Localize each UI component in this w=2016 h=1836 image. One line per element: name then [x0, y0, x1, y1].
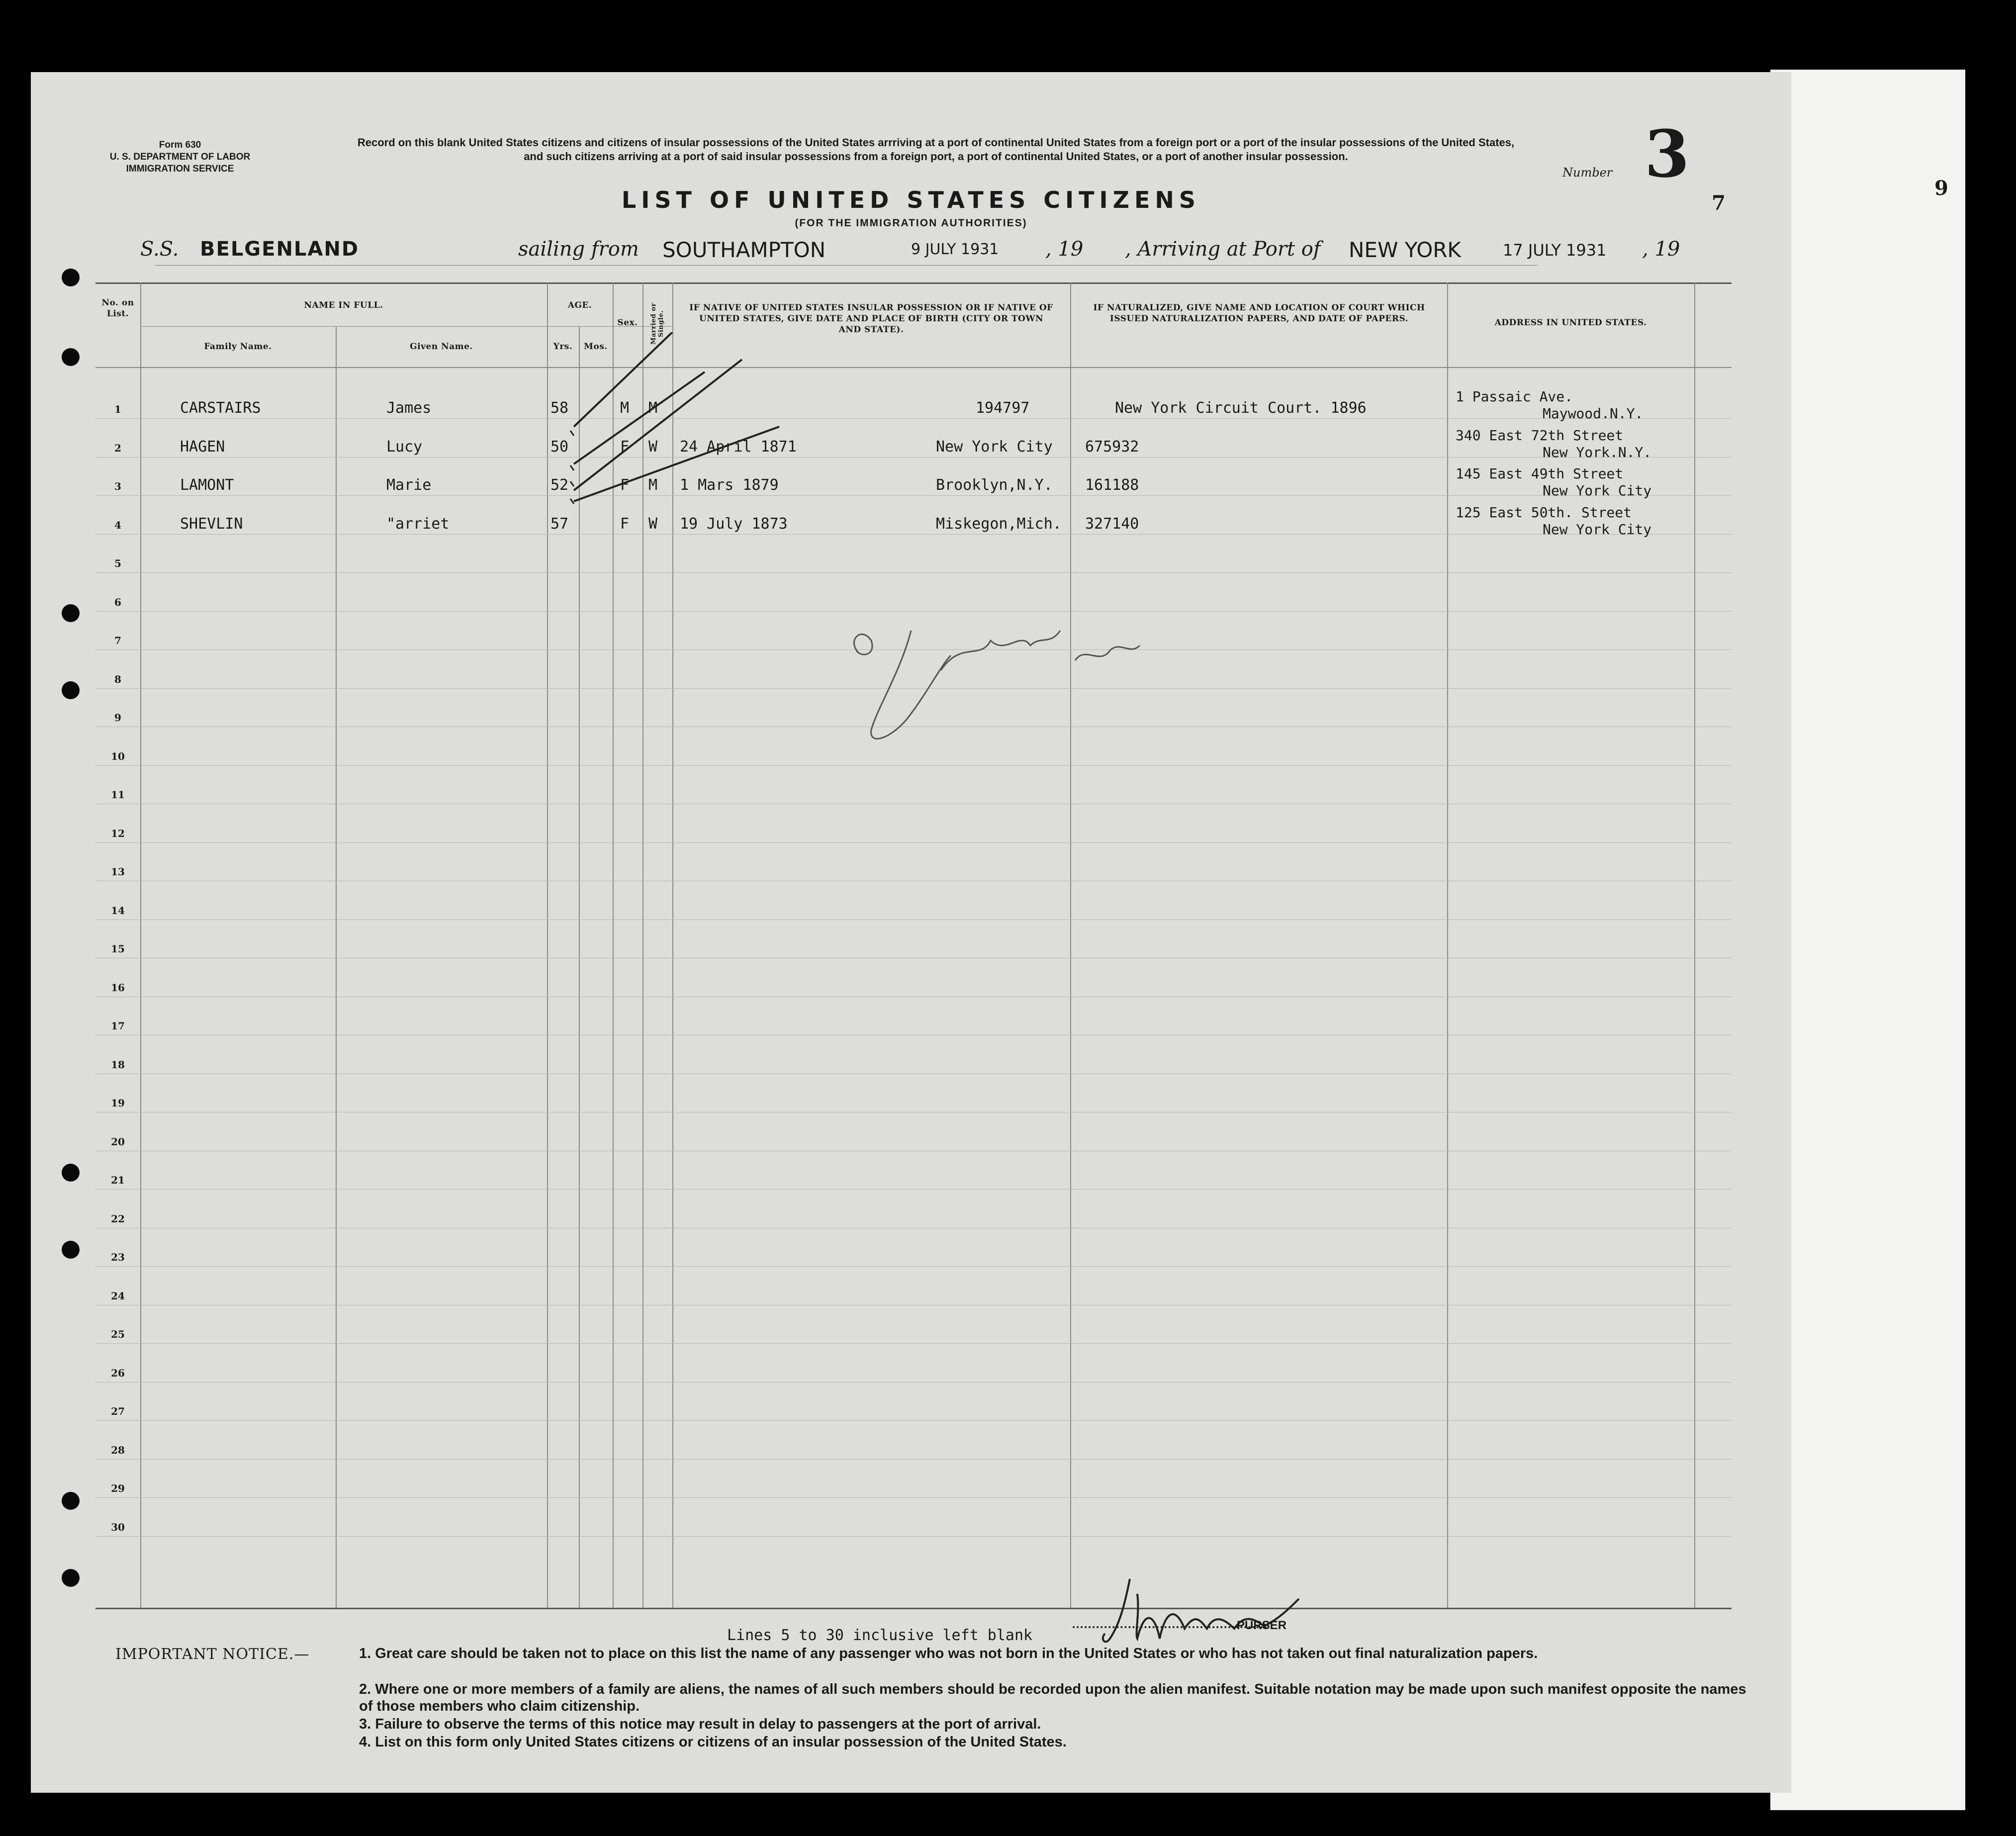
row-rule	[95, 842, 1732, 843]
year-prefix-1: , 19	[1045, 238, 1084, 261]
address-line-2-cell: Maywood.N.Y.	[1543, 405, 1644, 422]
sex-cell: F	[620, 515, 630, 533]
col-married-single: Married or Single.	[650, 303, 665, 345]
sex-cell: M	[620, 399, 630, 417]
birth-date-cell: 24 April 1871	[680, 438, 797, 456]
to-port: NEW YORK	[1349, 238, 1461, 262]
table-bottom-border	[95, 1608, 1732, 1609]
row-rule	[95, 1497, 1732, 1498]
row-rule	[95, 1420, 1732, 1421]
row-rule	[95, 1536, 1732, 1537]
marital-cell: W	[648, 438, 658, 456]
age-yrs-cell: 50	[550, 438, 569, 456]
col-yrs: Yrs.	[553, 342, 573, 352]
naturalization-number-cell: 194797	[976, 399, 1030, 417]
row-number: 9	[114, 712, 121, 724]
manifest-sheet	[31, 72, 1791, 1793]
corner-mark: 7	[1712, 191, 1726, 215]
row-number: 4	[114, 519, 121, 531]
row-rule	[95, 1266, 1732, 1267]
col-divider	[1694, 282, 1695, 1608]
age-yrs-cell: 58	[550, 399, 569, 417]
row-number: 19	[111, 1097, 125, 1109]
birth-date-cell: 1 Mars 1879	[680, 476, 779, 494]
back-sheet	[1770, 70, 1965, 1810]
col-naturalized: IF NATURALIZED, GIVE NAME AND LOCATION OF COURT WHICH ISSUED NATURALIZATION PAPERS, AND DATE OF PAPERS.	[1093, 303, 1425, 324]
row-rule	[95, 457, 1732, 458]
voyage-underline	[155, 265, 1538, 266]
sailing-label: sailing from	[518, 238, 639, 261]
birth-place-cell: New York City	[936, 438, 1053, 456]
punch-hole	[62, 348, 80, 366]
row-number: 21	[111, 1174, 125, 1186]
col-age: AGE.	[567, 300, 592, 310]
from-port: SOUTHAMPTON	[662, 238, 826, 262]
row-number: 24	[111, 1289, 125, 1302]
notice-item-1: 1. Great care should be taken not to place on this list the name of any passenger who was not born in the United States or who has not taken out final naturalization papers.	[359, 1646, 1538, 1661]
row-number: 2	[114, 442, 121, 454]
punch-hole	[62, 1241, 80, 1259]
row-rule	[95, 919, 1732, 920]
col-name-in-full: NAME IN FULL.	[304, 300, 383, 310]
col-divider	[579, 326, 580, 1608]
punch-hole	[62, 604, 80, 622]
naturalization-number-cell: 161188	[1085, 476, 1139, 494]
col-divider	[1447, 282, 1448, 1608]
row-number: 7	[114, 635, 121, 646]
given-name-cell: Marie	[386, 476, 432, 494]
court-cell: New York Circuit Court. 1896	[1115, 399, 1367, 417]
check-strokes	[543, 332, 792, 506]
row-number: 18	[111, 1058, 125, 1071]
row-number: 26	[111, 1367, 125, 1379]
row-rule	[95, 765, 1732, 766]
punch-hole	[62, 1492, 80, 1510]
col-no-on-list: No. on List.	[101, 298, 134, 319]
row-number: 27	[111, 1405, 125, 1417]
purser-signature	[1100, 1564, 1339, 1653]
row-number: 23	[111, 1251, 125, 1263]
notice-item-2: 2. Where one or more members of a family are aliens, the names of all such members should be recorded upon the alien manifest. Suitable notation may be made upon such manifest opposite the names of those members who claim citizenship.	[359, 1681, 1746, 1714]
age-yrs-cell: 57	[550, 515, 569, 533]
form-number: Form 630	[159, 140, 201, 150]
punch-hole	[62, 1164, 80, 1182]
address-line-2-cell: New York City	[1543, 521, 1652, 538]
address-line-1-cell: 340 East 72th Street	[1456, 427, 1624, 444]
col-divider	[336, 326, 337, 1608]
given-name-cell: James	[386, 399, 432, 417]
row-number: 15	[111, 943, 125, 955]
year-prefix-2: , 19	[1642, 238, 1680, 261]
row-number: 5	[114, 557, 121, 569]
page-title: LIST OF UNITED STATES CITIZENS	[621, 186, 1201, 213]
address-line-1-cell: 145 East 49th Street	[1456, 465, 1624, 482]
marital-cell: W	[648, 515, 658, 533]
department: U. S. DEPARTMENT OF LABOR	[109, 152, 251, 162]
arrive-date: 17 JULY 1931	[1503, 241, 1607, 260]
row-number: 17	[111, 1020, 125, 1032]
row-number: 20	[111, 1135, 125, 1148]
col-mos: Mos.	[584, 342, 608, 352]
row-number: 22	[111, 1212, 125, 1225]
col-address: ADDRESS IN UNITED STATES.	[1494, 318, 1647, 328]
row-number: 30	[111, 1521, 125, 1533]
punch-hole	[62, 1569, 80, 1587]
back-sheet-number: 9	[1934, 177, 1948, 200]
col-native: IF NATIVE OF UNITED STATES INSULAR POSSESSION OR IF NATIVE OF UNITED STATES, GIVE DATE AND PLACE OF BIRTH (CITY OR TOWN AND STATE).	[689, 303, 1053, 335]
birth-place-cell: Miskegon,Mich.	[936, 515, 1062, 533]
service: IMMIGRATION SERVICE	[126, 164, 234, 174]
address-line-2-cell: New York.N.Y.	[1543, 444, 1652, 460]
row-number: 25	[111, 1328, 125, 1340]
notice-item-4: 4. List on this form only United States citizens or citizens of an insular possession of the United States.	[359, 1734, 1067, 1750]
row-number: 1	[114, 403, 121, 415]
row-number: 8	[114, 673, 121, 685]
row-number: 11	[111, 789, 125, 801]
col-family-name: Family Name.	[204, 342, 272, 352]
row-number: 13	[111, 866, 125, 878]
row-number: 6	[114, 596, 121, 608]
birth-date-cell: 19 July 1873	[680, 515, 788, 533]
row-number: 3	[114, 480, 121, 492]
family-name-cell: CARSTAIRS	[180, 399, 261, 417]
voyage-line	[31, 234, 1791, 264]
naturalization-number-cell: 327140	[1085, 515, 1139, 533]
number-value: 3	[1645, 116, 1690, 192]
family-name-cell: HAGEN	[180, 438, 225, 456]
row-rule	[95, 1189, 1732, 1190]
table-top-border	[95, 282, 1732, 284]
row-rule	[95, 572, 1732, 573]
row-number: 12	[111, 827, 125, 839]
row-number: 29	[111, 1482, 125, 1494]
row-rule	[95, 1459, 1732, 1460]
form-block	[95, 139, 265, 175]
row-rule	[95, 1343, 1732, 1344]
col-divider	[1070, 282, 1071, 1608]
address-line-1-cell: 125 East 50th. Street	[1456, 504, 1632, 521]
handwritten-mark	[841, 611, 1160, 760]
given-name-cell: Lucy	[386, 438, 423, 456]
birth-place-cell: Brooklyn,N.Y.	[936, 476, 1053, 494]
number-label: Number	[1562, 166, 1613, 180]
blank-lines-note: Lines 5 to 30 inclusive left blank	[727, 1627, 1033, 1644]
notice-heading: IMPORTANT NOTICE.—	[115, 1646, 310, 1663]
sex-cell: F	[620, 476, 630, 494]
age-yrs-cell: 52	[550, 476, 569, 494]
col-divider	[140, 282, 141, 1608]
row-number: 28	[111, 1444, 125, 1456]
header-bottom-line	[95, 367, 1732, 368]
instruction-text: Record on this blank United States citizens and citizens of insular possessions of the United States arrriving at a port of continental United States from a foreign port or a port of the insular possessions of the United States, and such citizens arriving at a port of said insular possessions from a foreign port, a port of continental United States, or a port of another insular possession.	[357, 136, 1515, 163]
name-age-subline	[140, 326, 672, 327]
address-line-1-cell: 1 Passaic Ave.	[1456, 388, 1573, 405]
row-number: 14	[111, 904, 125, 917]
given-name-cell: "arriet	[386, 515, 450, 533]
family-name-cell: SHEVLIN	[180, 515, 243, 533]
page-subtitle: (FOR THE IMMIGRATION AUTHORITIES)	[795, 217, 1027, 229]
arriving-label: , Arriving at Port of	[1125, 238, 1321, 261]
family-name-cell: LAMONT	[180, 476, 234, 494]
col-sex: Sex.	[617, 318, 638, 328]
punch-hole	[62, 681, 80, 699]
row-rule	[95, 495, 1732, 496]
naturalization-number-cell: 675932	[1085, 438, 1139, 456]
sail-date: 9 JULY 1931	[911, 241, 999, 258]
ss-label: S.S.	[140, 238, 179, 261]
sex-cell: F	[620, 438, 630, 456]
row-number: 16	[111, 981, 125, 994]
punch-hole	[62, 269, 80, 286]
row-rule	[95, 418, 1732, 419]
notice-item-3: 3. Failure to observe the terms of this notice may result in delay to passengers at the port of arrival.	[359, 1716, 1041, 1732]
purser-label: PURSER	[1237, 1619, 1287, 1632]
row-number: 10	[111, 750, 125, 762]
col-given-name: Given Name.	[410, 342, 473, 352]
row-rule	[95, 534, 1732, 535]
marital-cell: M	[648, 476, 658, 494]
marital-cell: M	[648, 399, 658, 417]
address-line-2-cell: New York City	[1543, 482, 1652, 499]
ship-name: BELGENLAND	[200, 238, 360, 261]
